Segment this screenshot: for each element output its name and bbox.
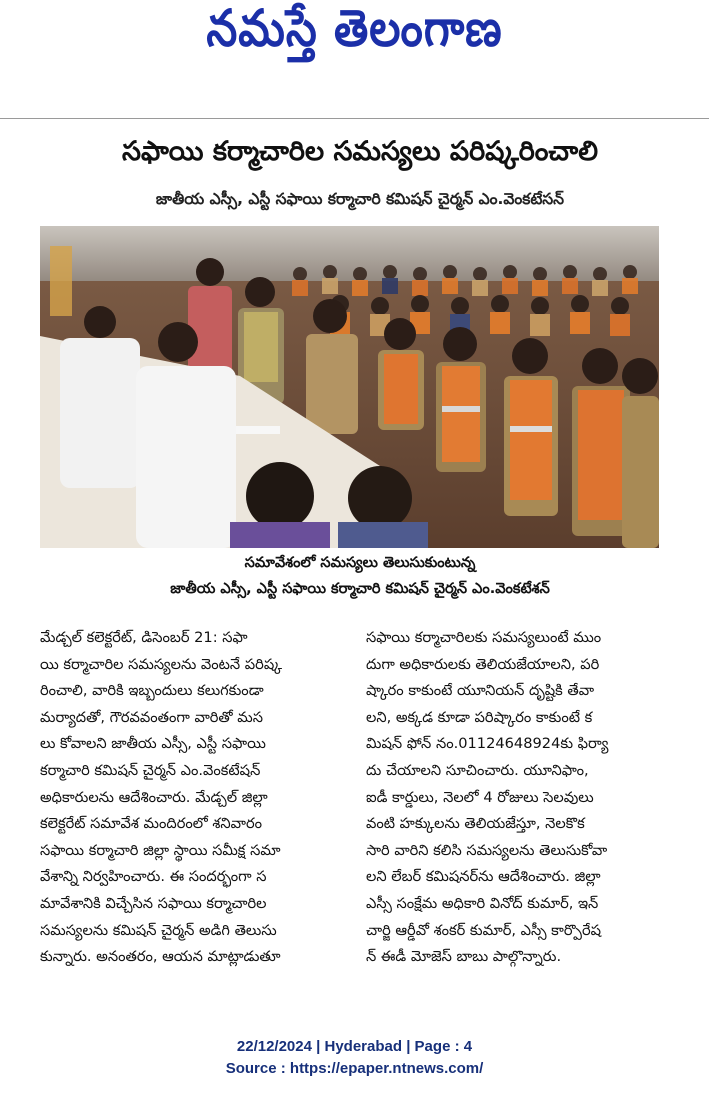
header-divider bbox=[0, 118, 709, 119]
masthead bbox=[0, 0, 709, 70]
body-line: సమస్యలను కమిషన్ చైర్మన్ అడిగి తెలుసు bbox=[40, 921, 277, 939]
body-line: సఫాయి కర్మాచారిలకు సమస్యలుంటే ముం bbox=[366, 629, 602, 646]
body-line: యి కర్మాచారిల సమస్యలను వెంటనే పరిష్క bbox=[40, 655, 283, 673]
body-line: చార్జి ఆర్డీవో శంకర్ కుమార్, ఎస్సీ కార్పొరేష bbox=[366, 921, 602, 939]
article-subheadline: జాతీయ ఎస్సీ, ఎస్టీ సఫాయి కర్మాచారి కమిషన్ చైర్మన్ ఎం.వెంకటేసన్ bbox=[155, 190, 565, 208]
body-line: లని లేబర్ కమిషనర్‌ను ఆదేశించారు. జిల్లా bbox=[366, 868, 601, 886]
body-line: వేశాన్ని నిర్వహించారు. ఈ సందర్భంగా స bbox=[40, 868, 267, 886]
body-line: కున్నారు. అనంతరం, ఆయన మాట్లాడుతూ bbox=[40, 948, 281, 966]
body-line: న్ ఈడీ మోజెస్ బాబు పాల్గొన్నారు. bbox=[366, 948, 562, 966]
photo-caption bbox=[40, 550, 680, 602]
body-line: మర్యాదతో, గౌరవవంతంగా వారితో మస bbox=[40, 708, 263, 726]
body-line: మేడ్చల్ కలెక్టరేట్, డిసెంబర్ 21: సఫా bbox=[40, 629, 248, 646]
newspaper-logo: నమస్తే తెలంగాణ bbox=[206, 0, 503, 58]
body-line: కర్మాచారి కమిషన్ చైర్మన్ ఎం.వెంకటేషన్ bbox=[40, 761, 261, 779]
body-line: లు కోవాలని జాతీయ ఎస్సీ, ఎస్టీ సఫాయి bbox=[40, 735, 266, 753]
article-body-right-column bbox=[366, 625, 666, 971]
body-line: లని, అక్కడ కూడా పరిష్కారం కాకుంటే క bbox=[366, 708, 593, 726]
body-line: ఎస్సీ సంక్షేమ అధికారి వినోద్ కుమార్, ఇన్ bbox=[366, 894, 599, 912]
body-line: మిషన్ ఫోన్ నం.01124648924కు ఫిర్యా bbox=[366, 735, 609, 753]
footer-source-link[interactable]: Source : https://epaper.ntnews.com/ bbox=[225, 1060, 484, 1077]
body-line: సఫాయి కర్మాచారి జిల్లా స్థాయి సమీక్ష సమా bbox=[40, 841, 281, 859]
body-line: ఐడీ కార్డులు, నెలలో 4 రోజులు సెలవులు bbox=[366, 788, 594, 806]
body-line: సారి వారిని కలిసి సమస్యలను తెలుసుకోవా bbox=[366, 841, 608, 859]
caption-line: జాతీయ ఎస్సీ, ఎస్టీ సఫాయి కర్మాచారి కమిషన్ చైర్మన్ ఎం.వెంకటేశన్ bbox=[170, 581, 550, 597]
article-headline: సఫాయి కర్మాచారిల సమస్యలు పరిష్కరించాలి bbox=[121, 136, 599, 167]
body-line: అధికారులను ఆదేశించారు. మేడ్చల్ జిల్లా bbox=[40, 788, 268, 806]
footer-date-location: 22/12/2024 | Hyderabad | Page : 4 bbox=[236, 1038, 473, 1055]
body-line: వంటి హక్కులను తెలియజేస్తూ, నెలకొక bbox=[366, 815, 585, 833]
body-line: రించాలి, వారికి ఇబ్బందులు కలుగకుండా bbox=[40, 682, 264, 700]
body-line: ష్కారం కాకుంటే యూనియన్ దృష్టికి తేవా bbox=[366, 682, 595, 700]
body-line: దు చేయాలని సూచించారు. యూనిఫాం, bbox=[366, 761, 589, 779]
body-line: దుగా అధికారులకు తెలియజేయాలని, పరి bbox=[366, 655, 600, 673]
meeting-photo-illustration bbox=[40, 226, 659, 548]
body-line: మావేశానికి విచ్చేసిన సఫాయి కర్మాచారిల bbox=[40, 894, 267, 912]
article-body-left-column bbox=[40, 625, 340, 971]
caption-line: సమావేశంలో సమస్యలు తెలుసుకుంటున్న bbox=[244, 555, 476, 571]
body-line: కలెక్టరేట్ సమావేశ మందిరంలో శనివారం bbox=[40, 815, 263, 833]
article-photo bbox=[40, 226, 659, 548]
page-footer bbox=[0, 1036, 709, 1080]
